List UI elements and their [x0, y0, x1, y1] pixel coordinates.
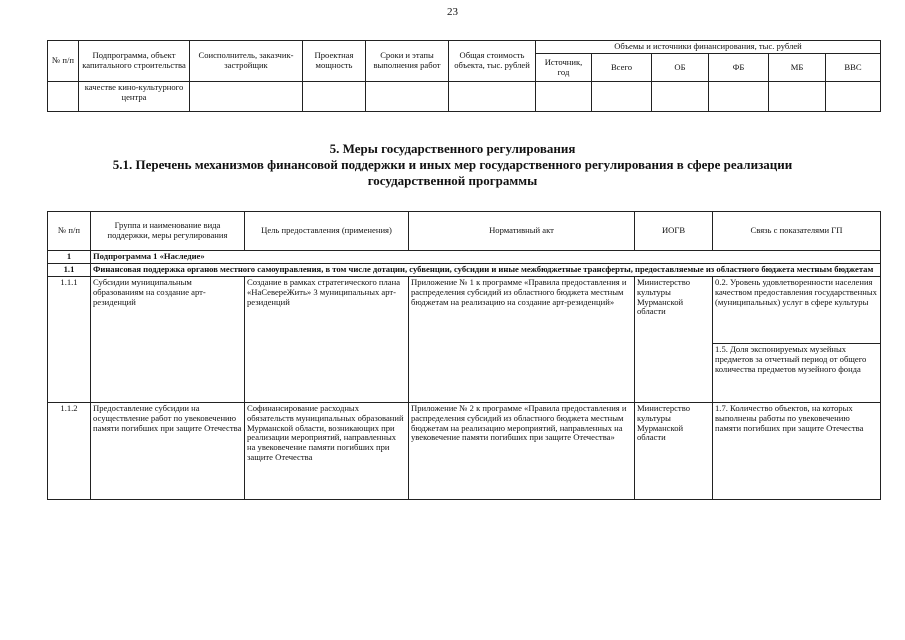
- section-title: 5. Меры государственного регулирования: [329, 141, 576, 156]
- section-text: Финансовая поддержка органов местного самоуправления, в том числе дотации, субвенции, субсидии и иные межбюджетные трансферты, предоставляемые из областного бюджета местным бюджетам: [91, 263, 881, 276]
- row-purpose: Софинансирование расходных обязательств муниципальных образований Мурманской области, возникающих при реализации мероприятий, направленных на увековечение памяти погибших при защите Отечества: [245, 402, 409, 499]
- row-subprogram-text: качестве кино-культурного центра: [79, 82, 190, 112]
- header-funding-group: Объемы и источники финансирования, тыс. рублей: [536, 41, 881, 54]
- header-source: Источник, год: [536, 54, 592, 82]
- header-iogv: ИОГВ: [635, 212, 713, 251]
- header-mb: МБ: [769, 54, 826, 82]
- header-co-executor: Соисполнитель, заказчик-застройщик: [190, 41, 303, 82]
- row-link: 1.7. Количество объектов, на которых выполнены работы по увековечению памяти погибших при защите Отечества: [713, 402, 881, 499]
- row-link: 0.2. Уровень удовлетворенности населения качеством предоставления государственных (муниципальных) услуг в сфере культуры: [713, 276, 881, 343]
- header-cost: Общая стоимость объекта, тыс. рублей: [449, 41, 536, 82]
- row-group: Субсидии муниципальным образованиям на создание арт-резиденций: [91, 276, 245, 402]
- subsection-title: 5.1. Перечень механизмов финансовой поддержки и иных мер государственного регулирования в сфере реализации государственной программы: [112, 157, 793, 189]
- header-ob: ОБ: [652, 54, 709, 82]
- header-vvs: ВВС: [826, 54, 881, 82]
- header-fb: ФБ: [709, 54, 769, 82]
- header-link: Связь с показателями ГП: [713, 212, 881, 251]
- section-num: 1.1: [48, 263, 91, 276]
- subprogram-title: Подпрограмма 1 «Наследие»: [91, 251, 881, 264]
- header-capacity: Проектная мощность: [303, 41, 366, 82]
- header-act: Нормативный акт: [409, 212, 635, 251]
- header-num: № п/п: [48, 41, 79, 82]
- table-row: [48, 402, 881, 499]
- page-number: 23: [447, 6, 458, 18]
- support-measures-table: [47, 211, 881, 500]
- header-num: № п/п: [48, 212, 91, 251]
- row-act: Приложение № 2 к программе «Правила предоставления и распределения субсидий из областного бюджета местным бюджетам на реализацию мероприятий, направленных на увековечение памяти погибших при защите Отечества»: [409, 402, 635, 499]
- table-row: [48, 263, 881, 276]
- capital-construction-table: [47, 40, 881, 112]
- header-group: Группа и наименование вида поддержки, меры регулирования: [91, 212, 245, 251]
- header-terms: Сроки и этапы выполнения работ: [366, 41, 449, 82]
- row-num: 1.1.2: [48, 402, 91, 499]
- row-purpose: Создание в рамках стратегического плана «НаСевереЖить» 3 муниципальных арт-резиденций: [245, 276, 409, 402]
- subprogram-num: 1: [48, 251, 91, 264]
- table-row: [48, 251, 881, 264]
- row-group: Предоставление субсидии на осуществление работ по увековечению памяти погибших при защите Отечества: [91, 402, 245, 499]
- row-iogv: Министерство культуры Мурманской области: [635, 402, 713, 499]
- header-purpose: Цель предоставления (применения): [245, 212, 409, 251]
- table-row: [48, 82, 881, 112]
- row-iogv: Министерство культуры Мурманской области: [635, 276, 713, 402]
- header-total: Всего: [592, 54, 652, 82]
- table-row: [48, 276, 881, 343]
- header-subprogram: Подпрограмма, объект капитального строительства: [79, 41, 190, 82]
- row-num: 1.1.1: [48, 276, 91, 402]
- row-link: 1.5. Доля экспонируемых музейных предметов за отчетный период от общего количества предметов музейного фонда: [713, 343, 881, 402]
- row-act: Приложение № 1 к программе «Правила предоставления и распределения субсидий из областного бюджета местным бюджетам на реализацию на создание арт-резиденций»: [409, 276, 635, 402]
